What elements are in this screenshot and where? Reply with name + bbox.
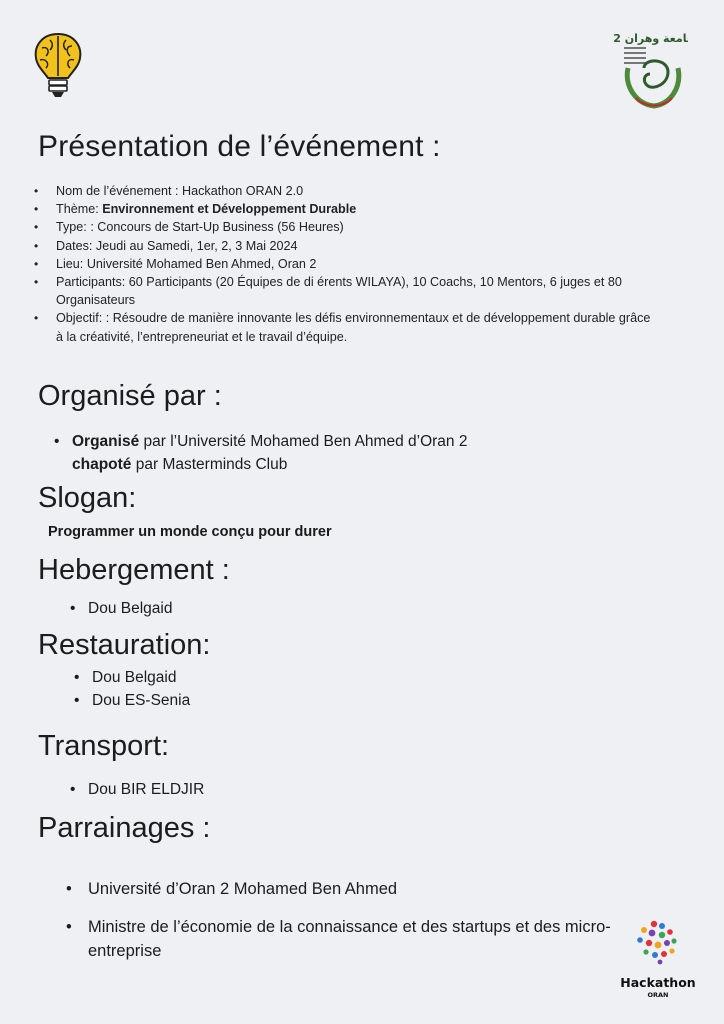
item-value: : Résoudre de manière innovante les défis environnementaux et de développement durable grâce à la créativité, l’entrepreneuriat et le travail d’équipe. xyxy=(56,311,651,344)
item-value: Université Mohamed Ben Ahmed, Oran 2 xyxy=(86,256,317,271)
item-label: Nom de l’événement : xyxy=(56,184,179,198)
hebergement-list xyxy=(70,597,172,620)
list-item xyxy=(34,218,674,236)
hackathon-dots-icon xyxy=(616,918,700,966)
list-item: • Université d’Oran 2 Mohamed Ben Ahmed xyxy=(66,877,626,901)
bullet: • xyxy=(54,433,60,450)
item-value: Environnement et Développement Durable xyxy=(102,202,357,217)
list-item xyxy=(34,200,674,218)
parrainages-list xyxy=(66,877,626,963)
university-logo-text: جامعة وهران 2 xyxy=(614,32,688,45)
list-item: • Dou BIR ELDJIR xyxy=(70,778,204,801)
item-value: : Concours de Start-Up Business (56 Heures) xyxy=(90,220,344,235)
item-label: Thème: xyxy=(56,202,99,217)
list-item: • Dou Belgaid xyxy=(70,597,172,620)
university-logo xyxy=(614,28,688,114)
presentation-list xyxy=(34,182,674,346)
list-item xyxy=(34,255,674,273)
item-label: Lieu: xyxy=(56,256,84,271)
parrainages-title: Parrainages : xyxy=(38,812,211,844)
restauration-list xyxy=(74,666,190,712)
item-value: 60 Participants (20 Équipes de di érents WILAYA), 10 Coachs, 10 Mentors, 6 juges et 80 Organisateurs xyxy=(56,275,622,308)
item-value: Jeudi au Samedi, 1er, 2, 3 Mai 2024 xyxy=(95,238,298,253)
transport-list xyxy=(70,778,204,801)
organise-line-2 xyxy=(54,453,654,476)
item-label: Objectif: xyxy=(56,311,103,326)
item-value: Hackathon ORAN 2.0 xyxy=(182,184,304,198)
transport-title: Transport: xyxy=(38,730,170,762)
hebergement-title: Hebergement : xyxy=(38,554,230,586)
slogan-title: Slogan: xyxy=(38,482,137,514)
item-label: Dates: xyxy=(56,238,93,253)
organise-block xyxy=(54,430,654,476)
organise-title: Organisé par : xyxy=(38,380,222,412)
list-item xyxy=(34,237,674,255)
hackathon-oran-logo xyxy=(616,918,700,1000)
slogan-text: Programmer un monde conçu pour durer xyxy=(48,524,332,540)
list-item xyxy=(34,273,674,309)
list-item: • Dou ES-Senia xyxy=(74,689,190,712)
list-item: • Ministre de l’économie de la connaissance et des startups et des micro-entreprise xyxy=(66,915,626,963)
list-item xyxy=(34,182,674,200)
presentation-title: Présentation de l’événement : xyxy=(38,130,441,163)
hackathon-logo-subtitle: ORAN xyxy=(647,991,669,999)
chapote-bold: chapoté xyxy=(72,456,132,473)
brain-lightbulb-icon xyxy=(28,30,88,100)
item-label: Participants: xyxy=(56,275,126,290)
chapote-text: par Masterminds Club xyxy=(131,456,288,473)
organise-text: par l’Université Mohamed Ben Ahmed d’Oran 2 xyxy=(139,433,468,450)
item-label: Type: xyxy=(56,220,87,235)
organise-bold: Organisé xyxy=(72,433,140,450)
list-item: • Dou Belgaid xyxy=(74,666,190,689)
list-item xyxy=(34,309,674,345)
restauration-title: Restauration: xyxy=(38,629,211,661)
organise-line-1 xyxy=(54,430,654,453)
hackathon-logo-title: Hackathon xyxy=(620,975,696,990)
